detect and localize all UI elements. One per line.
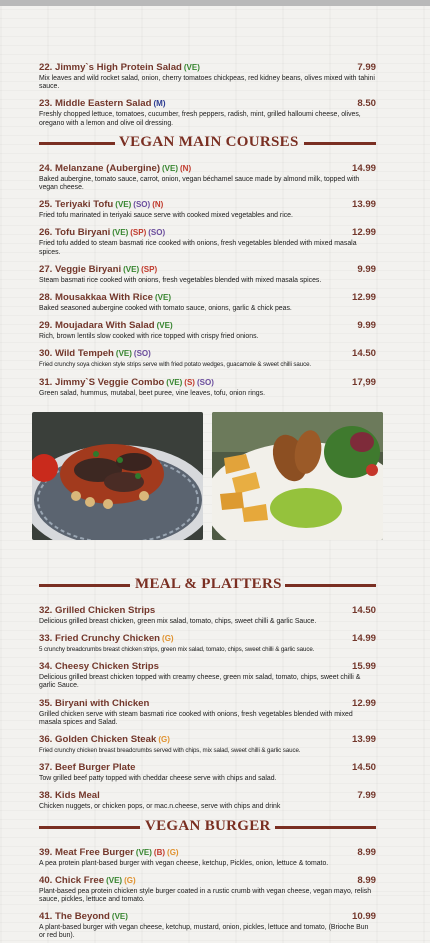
meal-platters-section — [39, 600, 376, 812]
menu-item-price: 8.99 — [357, 874, 376, 886]
menu-item-description: 5 crunchy breadcrumbs breast chicken strips, green mix salad, tomato, chips, sweet chilli & garlic sauce. — [39, 646, 315, 654]
menu-item-name: 22. Jimmy`s High Protein Salad — [39, 62, 182, 73]
menu-item-price: 8.50 — [357, 98, 376, 110]
menu-item-header — [39, 693, 376, 711]
dietary-tag: (VE) — [135, 847, 152, 857]
menu-item-name: 37. Beef Burger Plate — [39, 762, 136, 774]
dietary-tag: (VE) — [106, 875, 123, 885]
menu-item-price: 9.99 — [357, 320, 376, 332]
menu-item — [39, 315, 376, 341]
dietary-tag: (VE) — [166, 377, 183, 387]
menu-item-description: A pea protein plant-based burger with vegan cheese, ketchup, Pickles, onion, lettuce & tomato. — [39, 859, 329, 867]
menu-item-name: 23. Middle Eastern Salad — [39, 98, 152, 110]
menu-item-name: 41. The Beyond — [39, 911, 110, 923]
dietary-tag: (SP) — [141, 264, 158, 274]
menu-item-name: 39. Meat Free Burger — [39, 846, 134, 858]
menu-item-name: 38. Kids Meal — [39, 790, 100, 802]
section-title: VEGAN MAIN COURSES — [119, 133, 299, 150]
dietary-tag: (VE) — [162, 163, 179, 173]
header-rule-right — [304, 142, 376, 145]
menu-item-title — [39, 222, 165, 240]
dietary-tag: (SO) — [133, 200, 151, 210]
menu-item-description: Grilled chicken serve with steam basmati rice cooked with onions, fresh vegetables blended with mixed masala spices and Salad. — [39, 710, 353, 726]
menu-item-name: 27. Veggie Biryani — [39, 263, 122, 275]
menu-item-title — [39, 315, 173, 333]
meal-platters-header — [39, 576, 376, 596]
menu-item-name: 24. Melanzane (Aubergine) — [39, 162, 161, 174]
menu-item-header — [39, 600, 376, 618]
menu-item-description: Fried tofu added to steam basmati rice cooked with onions, fresh vegetables blended with mixed masala spices. — [39, 240, 357, 256]
menu-item-title — [39, 656, 159, 674]
menu-item — [39, 757, 376, 783]
menu-item-name: 26. Tofu Biryani — [39, 227, 111, 239]
menu-item-price: 7.99 — [357, 790, 376, 802]
menu-item — [39, 287, 376, 313]
menu-item-title — [39, 158, 191, 176]
menu-item-description: Rich, brown lentils slow cooked with rice topped with crispy fried onions. — [39, 333, 259, 341]
menu-item-title — [39, 693, 149, 711]
menu-item-price: 9.99 — [357, 263, 376, 275]
menu-item-description: Chicken nuggets, or chicken pops, or mac.n.cheese, serve with chips and drink — [39, 803, 281, 811]
menu-item-price: 14.50 — [351, 762, 376, 774]
menu-item — [39, 906, 376, 940]
tempeh-dish-photo — [212, 412, 383, 540]
menu-item-price: 12.99 — [351, 292, 376, 304]
top-bar — [0, 0, 430, 6]
menu-item-header — [39, 158, 376, 176]
menu-item-header — [39, 259, 376, 277]
menu-item-price: 8.99 — [357, 846, 376, 858]
menu-item-description: A plant-based burger with vegan cheese, ketchup, mustard, onion, pickles, lettuce and tomato, (Brioche Bun or red bun). — [39, 924, 369, 940]
menu-item-description: Green salad, hummus, mutabal, beet puree, vine leaves, tofu, onion rings. — [39, 389, 265, 397]
menu-item-price: 7.99 — [357, 62, 376, 73]
menu-item-header — [39, 315, 376, 333]
menu-item-price: 13.99 — [351, 734, 376, 746]
menu-item — [39, 158, 376, 192]
menu-item-name: 35. Biryani with Chicken — [39, 697, 150, 709]
header-rule-left — [39, 142, 115, 145]
menu-item-header — [39, 343, 376, 361]
dietary-tag: (VE) — [156, 321, 173, 331]
dietary-tag: (M) — [153, 99, 166, 109]
menu-item — [39, 842, 376, 868]
menu-item — [39, 372, 376, 398]
menu-item-header — [39, 628, 376, 646]
menu-item-title — [39, 287, 171, 305]
menu-item-name: 25. Teriyaki Tofu — [39, 199, 114, 211]
dietary-tag: (SO) — [148, 228, 166, 238]
menu-item-title — [39, 343, 151, 361]
menu-item-title — [39, 194, 163, 212]
dietary-tag: (B) — [153, 847, 166, 857]
menu-item-description: Baked seasoned aubergine cooked with tomato sauce, onions, garlic & chick peas. — [39, 305, 292, 313]
menu-item-title — [39, 93, 166, 111]
header-rule-left — [39, 584, 130, 587]
menu-item-name: 40. Chick Free — [39, 874, 105, 886]
menu-item — [39, 222, 376, 256]
menu-item — [39, 194, 376, 220]
menu-item-header — [39, 729, 376, 747]
menu-item-header — [39, 842, 376, 860]
menu-item-price: 12.99 — [351, 227, 376, 239]
menu-item-price: 13.99 — [351, 199, 376, 211]
menu-item-price: 12.99 — [351, 697, 376, 709]
vegan-main-courses-section — [39, 158, 376, 398]
menu-item — [39, 628, 376, 654]
menu-item-price: 15.99 — [351, 661, 376, 673]
menu-item-title — [39, 785, 100, 803]
menu-item-header — [39, 785, 376, 803]
menu-item-title — [39, 628, 174, 646]
menu-item-name: 34. Cheesy Chicken Strips — [39, 661, 159, 673]
menu-item-header — [39, 222, 376, 240]
menu-item-name: 30. Wild Tempeh — [39, 348, 114, 360]
menu-item-price: 14.50 — [351, 348, 376, 360]
menu-item — [39, 729, 376, 755]
menu-item — [39, 656, 376, 690]
header-rule-right — [285, 584, 376, 587]
menu-item — [39, 693, 376, 727]
dietary-tag: (G) — [158, 735, 170, 745]
menu-item-title — [39, 600, 155, 618]
dietary-tag: (VE) — [115, 200, 132, 210]
aubergine-dish-photo — [32, 412, 203, 540]
menu-item — [39, 600, 376, 626]
menu-item — [39, 93, 376, 127]
menu-item-description: Fried crunchy chicken breast breadcrumbs served with chips, mix salad, sweet chilli & garlic sauce. — [39, 747, 301, 755]
menu-item-title — [39, 259, 157, 277]
salads-section — [39, 57, 376, 128]
food-photos — [32, 412, 383, 540]
dietary-tag: (SO) — [133, 349, 151, 359]
menu-item-header — [39, 372, 376, 390]
menu-item-description: Mix leaves and wild rocket salad, onion, cherry tomatoes chickpeas, red kidney beans, olives mixed with tahini sauce. — [39, 75, 375, 91]
dietary-tag: (VE) — [123, 264, 140, 274]
menu-item-description: Baked aubergine, tomato sauce, carrot, onion, vegan béchamel sauce made by almond milk, topped with vegan cheese. — [39, 175, 360, 192]
menu-item — [39, 57, 376, 91]
dietary-tag: (N) — [180, 163, 192, 173]
menu-item-title — [39, 729, 170, 747]
menu-item-header — [39, 287, 376, 305]
dietary-tag: (N) — [152, 200, 164, 210]
menu-item-price: 10.99 — [351, 911, 376, 923]
menu-item-header — [39, 57, 376, 75]
vegan-burger-header — [39, 818, 376, 838]
dietary-tag: (S) — [184, 377, 195, 387]
menu-item-header — [39, 757, 376, 775]
menu-item-header — [39, 906, 376, 924]
menu-item-price: 17,99 — [351, 376, 376, 388]
menu-item-price: 14.99 — [351, 633, 376, 645]
dietary-tag: (VE) — [155, 293, 172, 303]
menu-item — [39, 870, 376, 904]
menu-item-price: 14.99 — [351, 162, 376, 174]
header-rule-left — [39, 826, 140, 829]
section-title: MEAL & PLATTERS — [135, 575, 282, 592]
vegan-burger-section — [39, 842, 376, 941]
menu-item-title — [39, 757, 136, 775]
dietary-tag: (G) — [162, 634, 174, 644]
menu-item-description: Delicious grilled breast chicken, green mix salad, tomato, chips, sweet chilli & garlic Sauce. — [39, 617, 317, 625]
menu-item — [39, 785, 376, 811]
dietary-tag: (SO) — [196, 377, 214, 387]
menu-item-title — [39, 842, 179, 860]
menu-item-name: 32. Grilled Chicken Strips — [39, 604, 156, 616]
dietary-tag: (G) — [124, 875, 136, 885]
menu-item-description: Steam basmati rice cooked with onions, fresh vegetables blended with mixed masala spices. — [39, 276, 322, 284]
menu-item-price: 14.50 — [351, 604, 376, 616]
menu-item-description: Freshly chopped lettuce, tomatoes, cucumber, fresh peppers, radish, mint, grilled halloumi cheese, olives, oregano with a lemon and olive oil dressing. — [39, 111, 361, 127]
vegan-main-courses-header — [39, 134, 376, 154]
menu-item-description: Fried tofu marinated in teriyaki sauce serve with cooked mixed vegetables and rice. — [39, 212, 293, 220]
section-title: VEGAN BURGER — [145, 817, 271, 834]
menu-item-name: 28. Mousakkaa With Rice — [39, 292, 154, 304]
menu-item-title — [39, 57, 200, 75]
dietary-tag: (VE) — [111, 912, 128, 922]
menu-item-header — [39, 656, 376, 674]
menu-item-title — [39, 372, 214, 390]
menu-item-header — [39, 93, 376, 111]
menu-item-title — [39, 906, 128, 924]
menu-item-description: Fried crunchy soya chicken style strips serve with fried potato wedges, guacamole & sweet chilli sauce. — [39, 361, 312, 369]
dietary-tag: (VE) — [112, 228, 129, 238]
menu-item-name: 31. Jimmy`S Veggie Combo — [39, 376, 165, 388]
menu-item-description: Delicious grilled breast chicken topped with creamy cheese, green mix salad, tomato, chips, sweet chilli & garlic Sauce. — [39, 674, 361, 690]
header-rule-right — [275, 826, 376, 829]
dietary-tag: (VE) — [115, 349, 132, 359]
dietary-tag: (VE) — [183, 63, 200, 72]
dietary-tag: (SP) — [130, 228, 147, 238]
menu-item-header — [39, 194, 376, 212]
menu-item-name: 29. Moujadara With Salad — [39, 320, 155, 332]
menu-item-description: Tow grilled beef patty topped with cheddar cheese serve with chips and salad. — [39, 775, 277, 783]
dietary-tag: (G) — [167, 847, 179, 857]
menu-item — [39, 343, 376, 369]
menu-item-description: Plant-based pea protein chicken style burger coated in a rustic crumb with vegan cheese, vegan mayo, relish sauce, pickles, lettuce and tomato. — [39, 887, 372, 904]
menu-item-name: 33. Fried Crunchy Chicken — [39, 633, 161, 645]
menu-page — [39, 57, 376, 943]
menu-item-header — [39, 870, 376, 888]
menu-item — [39, 259, 376, 285]
menu-item-name: 36. Golden Chicken Steak — [39, 734, 157, 746]
menu-item-title — [39, 870, 136, 888]
